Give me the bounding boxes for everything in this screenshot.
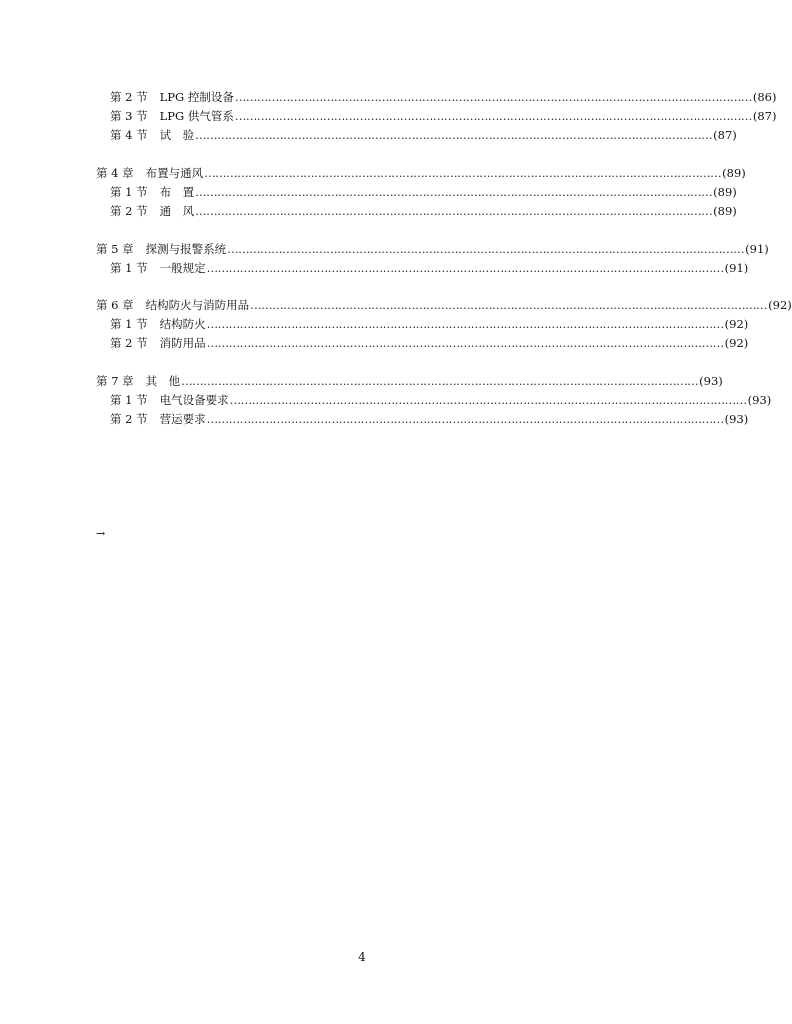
toc-leader-dots: …………………………………………………………………………………………………………………………… bbox=[195, 204, 713, 218]
toc-leader-dots: …………………………………………………………………………………………………………………………… bbox=[206, 412, 724, 426]
toc-leader-dots: …………………………………………………………………………………………………………………………… bbox=[227, 242, 745, 256]
toc-leader-dots: …………………………………………………………………………………………………………………………… bbox=[229, 393, 747, 407]
toc-page-number: (89) bbox=[722, 166, 746, 180]
toc-entry-section[interactable] bbox=[110, 89, 777, 105]
toc-entry-chapter[interactable] bbox=[96, 373, 723, 389]
toc-leader-dots: …………………………………………………………………………………………………………………………… bbox=[206, 336, 724, 350]
toc-leader-dots: …………………………………………………………………………………………………………………………… bbox=[206, 261, 724, 275]
toc-page-number: (91) bbox=[724, 261, 749, 275]
toc-page-number: (93) bbox=[747, 393, 772, 407]
toc-number: 第 3 节 bbox=[110, 109, 148, 123]
toc-number: 第 2 节 bbox=[110, 412, 148, 426]
toc-leader-dots: …………………………………………………………………………………………………………………………… bbox=[195, 128, 713, 142]
toc-number: 第 1 节 bbox=[110, 317, 148, 331]
toc-title: 电气设备要求 bbox=[159, 393, 229, 407]
toc-entry-section[interactable] bbox=[110, 411, 749, 427]
toc-entry-section[interactable] bbox=[110, 127, 737, 143]
toc-page-number: (93) bbox=[724, 412, 749, 426]
toc-page-number: (92) bbox=[768, 298, 792, 312]
toc-number: 第 1 节 bbox=[110, 393, 148, 407]
toc-title: 结构防火与消防用品 bbox=[145, 298, 250, 312]
toc-leader-dots: …………………………………………………………………………………………………………………………… bbox=[234, 109, 752, 123]
toc-entry-section[interactable] bbox=[110, 316, 749, 332]
toc-page-number: (91) bbox=[745, 242, 769, 256]
toc-entry-section[interactable] bbox=[110, 335, 749, 351]
toc-leader-dots: …………………………………………………………………………………………………………………………… bbox=[206, 317, 724, 331]
toc-entry-chapter[interactable] bbox=[96, 165, 746, 181]
toc-title: 其 他 bbox=[145, 374, 181, 388]
toc-entry-section[interactable] bbox=[110, 260, 749, 276]
toc-entry-chapter[interactable] bbox=[96, 241, 769, 257]
toc-leader-dots: …………………………………………………………………………………………………………………………… bbox=[204, 166, 722, 180]
toc-number: 第 4 节 bbox=[110, 128, 148, 142]
toc-page-number: (87) bbox=[752, 109, 777, 123]
toc-number: 第 2 节 bbox=[110, 90, 148, 104]
toc-page-number: (93) bbox=[699, 374, 723, 388]
toc-page-number: (92) bbox=[724, 336, 749, 350]
toc-entry-section[interactable] bbox=[110, 108, 777, 124]
toc-leader-dots: …………………………………………………………………………………………………………………………… bbox=[181, 374, 699, 388]
toc-number: 第 2 节 bbox=[110, 336, 148, 350]
toc-title: 通 风 bbox=[159, 204, 195, 218]
paragraph-mark-icon: → bbox=[96, 527, 106, 540]
page-number: 4 bbox=[358, 950, 366, 964]
toc-entry-chapter[interactable] bbox=[96, 297, 792, 313]
toc-page-number: (89) bbox=[713, 185, 737, 199]
toc-title: 试 验 bbox=[159, 128, 195, 142]
toc-title: LPG 供气管系 bbox=[159, 109, 234, 123]
toc-number: 第 4 章 bbox=[96, 166, 134, 180]
toc-title: 探测与报警系统 bbox=[145, 242, 227, 256]
toc-title: 结构防火 bbox=[159, 317, 206, 331]
toc-entry-section[interactable] bbox=[110, 392, 772, 408]
toc-title: 布 置 bbox=[159, 185, 195, 199]
toc-number: 第 1 节 bbox=[110, 185, 148, 199]
toc-number: 第 2 节 bbox=[110, 204, 148, 218]
toc-number: 第 1 节 bbox=[110, 261, 148, 275]
toc-leader-dots: …………………………………………………………………………………………………………………………… bbox=[234, 90, 752, 104]
toc-entry-section[interactable] bbox=[110, 184, 737, 200]
toc-number: 第 7 章 bbox=[96, 374, 134, 388]
toc-number: 第 5 章 bbox=[96, 242, 134, 256]
toc-title: 营运要求 bbox=[159, 412, 206, 426]
toc-page-number: (87) bbox=[713, 128, 737, 142]
toc-page-number: (86) bbox=[752, 90, 777, 104]
toc-page-number: (89) bbox=[713, 204, 737, 218]
toc-title: 布置与通风 bbox=[145, 166, 204, 180]
toc-leader-dots: …………………………………………………………………………………………………………………………… bbox=[250, 298, 768, 312]
toc-number: 第 6 章 bbox=[96, 298, 134, 312]
toc-title: 消防用品 bbox=[159, 336, 206, 350]
toc-leader-dots: …………………………………………………………………………………………………………………………… bbox=[195, 185, 713, 199]
toc-entry-section[interactable] bbox=[110, 203, 737, 219]
toc-page-number: (92) bbox=[724, 317, 749, 331]
toc-title: LPG 控制设备 bbox=[159, 90, 234, 104]
toc-title: 一般规定 bbox=[159, 261, 206, 275]
